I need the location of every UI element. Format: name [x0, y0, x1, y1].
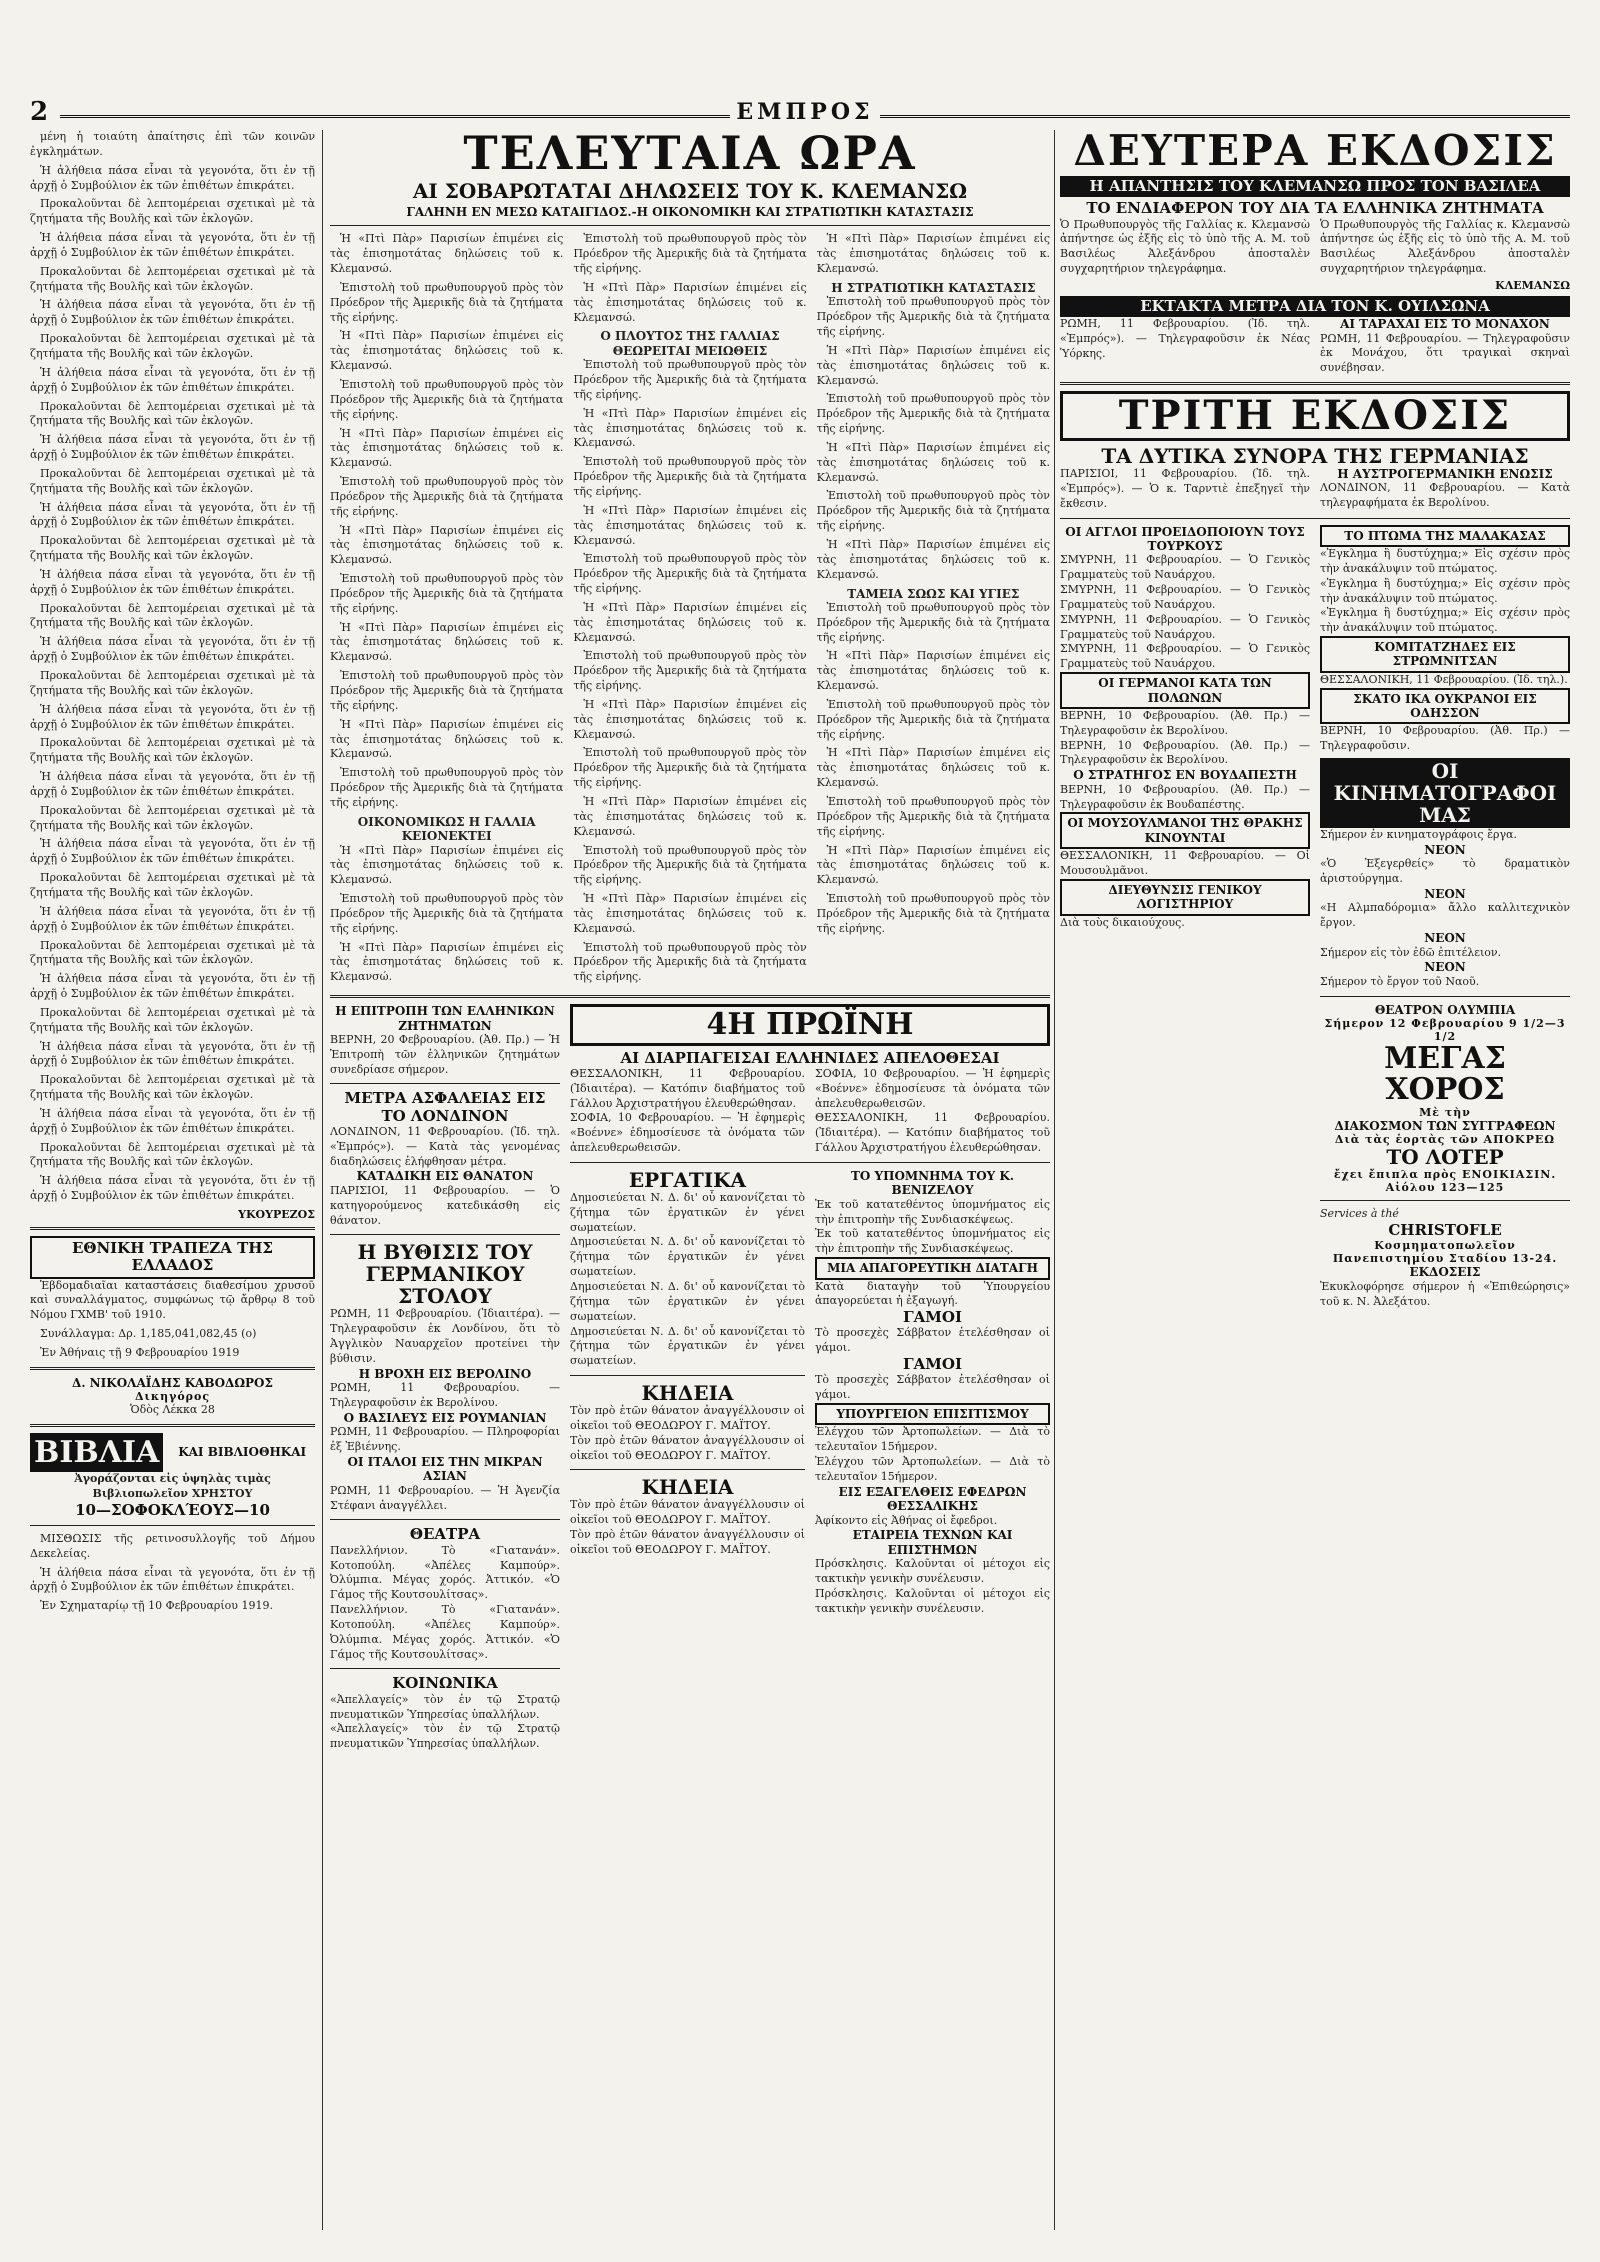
prohibition-title: ΜΙΑ ΑΠΑΓΟΡΕΥΤΙΚΗ ΔΙΑΤΑΓΗ — [815, 1257, 1050, 1279]
fleet-sinking-title: Η ΒΥΘΙΣΙΣ ΤΟΥ ΓΕΡΜΑΝΙΚΟΥ ΣΤΟΛΟΥ — [357, 1240, 533, 1309]
lease-notice: ΜΙΣΘΩΣΙΣ τῆς ρετινοσυλλογῆς τοῦ Δήμου Δεκελείας. Ἡ ἀλήθεια πάσα εἶναι τὰ γεγονότα, ὅτι ἐν τῇ ἀρχῇ ὁ Συμβούλιον ἐκ τῶν ἐπιθέτων ἐπικράτει. Ἐν Σχηματαρίῳ τῇ 10 Φεβρουαρίου 1919. — [30, 1531, 315, 1613]
labor-title: ΕΡΓΑΤΙΚΑ — [628, 1167, 747, 1192]
signature: ΥΚΟΥΡΕΖΟΣ — [238, 1208, 315, 1221]
weddings-title-2: ΓΑΜΟΙ — [903, 1355, 962, 1374]
headline-last-hour: ΤΕΛΕΥΤΑΙΑ ΩΡΑ — [463, 130, 917, 180]
bank-notice: Ἑβδομαδιαῖαι καταστάσεις διαθεσίμου χρυσοῦ καὶ συναλλάγματος, συμφώνως τῷ ἄρθρῳ 8 τοῦ Νόμου ΓΧΜΒ' τοῦ 1910. Συνάλλαγμα: Δρ. 1,185,041,082,45 (ο) Ἐν Ἀθήναις τῇ 9 Φεβρουαρίου 1919 — [30, 1278, 315, 1359]
section-heading: Ο ΠΛΟΥΤΟΣ ΤΗΣ ΓΑΛΛΙΑΣ ΘΕΩΡΕΙΤΑΙ ΜΕΙΩΘΕΙΣ — [600, 329, 780, 358]
neon-label: ΝΕΟΝ — [1424, 887, 1466, 902]
column-divider — [322, 130, 323, 2230]
society-title: ΕΤΑΙΡΕΙΑ ΤΕΧΝΩΝ ΚΑΙ ΕΠΙΣΤΗΜΩΝ — [852, 1528, 1013, 1557]
social-title: ΚΟΙΝΩΝΙΚΑ — [392, 1674, 498, 1693]
weddings-title: ΓΑΜΟΙ — [903, 1308, 962, 1327]
publications-title: ΕΚΔΟΣΕΙΣ — [1409, 1265, 1481, 1280]
books-title: ΒΙΒΛΙΑ — [30, 1433, 163, 1472]
king-romania-title: Ο ΒΑΣΙΛΕΥΣ ΕΙΣ ΡΟΥΜΑΝΙΑΝ — [343, 1410, 547, 1425]
column-divider — [1054, 130, 1055, 2230]
body-title: ΤΟ ΠΤΩΜΑ ΤΗΣ ΜΑΛΑΚΑΣΑΣ — [1320, 525, 1570, 547]
lotter-title: ΤΟ ΛΟΤΕΡ — [1386, 1145, 1504, 1170]
neon-label: ΝΕΟΝ — [1424, 931, 1466, 946]
page-header — [30, 97, 1570, 127]
funeral-title: ΚΗΔΕΙΑ — [641, 1381, 734, 1406]
fourth-morning-title: 4Η ΠΡΩΪΝΗ — [570, 1004, 1050, 1046]
page-number: 2 — [30, 97, 49, 127]
headline-kicker: ΓΑΛΗΝΗ ΕΝ ΜΕΣΩ ΚΑΤΑΙΓΙΔΟΣ.-Η ΟΙΚΟΝΟΜΙΚΗ ΚΑΙ ΣΤΡΑΤΙΩΤΙΚΗ ΚΑΤΑΣΤΑΣΙΣ — [406, 205, 974, 219]
christofle-title: CHRISTOFLE — [1388, 1221, 1502, 1240]
headline-subtitle: ΑΙ ΣΟΒΑΡΩΤΑΤΑΙ ΔΗΛΩΣΕΙΣ ΤΟΥ Κ. ΚΛΕΜΑΝΣΩ — [412, 179, 968, 203]
section-heading: ΤΑΜΕΙΑ ΣΩΩΣ ΚΑΙ ΥΓΙΕΣ — [847, 586, 1020, 601]
safety-measures-title: ΜΕΤΡΑ ΑΣΦΑΛΕΙΑΣ ΕΙΣ ΤΟ ΛΟΝΔΙΝΟΝ — [344, 1089, 546, 1125]
theatres-title: ΘΕΑΤΡΑ — [409, 1525, 481, 1544]
komitatzides-title: ΚΟΜΙΤΑΤΖΗΔΕΣ ΕΙΣ ΣΤΡΩΜΝΙΤΣΑΝ — [1320, 636, 1570, 673]
germans-poles-title: ΟΙ ΓΕΡΜΑΝΟΙ ΚΑΤΑ ΤΩΝ ΠΟΛΩΝΩΝ — [1060, 672, 1310, 709]
bank-title: ΕΘΝΙΚΗ ΤΡΑΠΕΖΑ ΤΗΣ ΕΛΛΑΔΟΣ — [30, 1236, 315, 1279]
funeral-title-2: ΚΗΔΕΙΑ — [641, 1475, 734, 1500]
main-article: Ἡ «Πτὶ Πὰρ» Παρισίων ἐπιμένει εἰς τὰς ἐπισημοτάτας δηλώσεις τοῦ κ. Κλεμανσώ. Ἐπιστολὴ τοῦ πρωθυπουργοῦ πρὸς τὸν Πρόεδρον τῆς Ἀμερικῆς διὰ τὰ ζητήματα τῆς εἰρήνης. Ἡ «Πτὶ Πὰρ» Παρισίων ἐπιμένει εἰς τὰς ἐπισημοτάτας δηλώσεις τοῦ κ. Κλεμανσώ. Ἐπιστολὴ τοῦ πρωθυπουργοῦ πρὸς τὸν Πρόεδρον τῆς Ἀμερικῆς διὰ τὰ ζητήματα τῆς εἰρήνης. Ἡ «Πτὶ Πὰρ» Παρισίων ἐπιμένει εἰς τὰς ἐπισημοτάτας δηλώσεις τοῦ κ. Κλεμανσώ. Ἐπιστολὴ τοῦ πρωθυπουργοῦ πρὸς τὸν Πρόεδρον τῆς Ἀμερικῆς διὰ τὰ ζητήματα τῆς εἰρήνης. Ἡ «Πτὶ Πὰρ» Παρισίων ἐπιμένει εἰς τὰς ἐπισημοτάτας δηλώσεις τοῦ κ. Κλεμανσώ. Ἐπιστολὴ τοῦ πρωθυπουργοῦ πρὸς τὸν Πρόεδρον τῆς Ἀμερικῆς διὰ τὰ ζητήματα τῆς εἰρήνης. Ἡ «Πτὶ Πὰρ» Παρισίων ἐπιμένει εἰς τὰς ἐπισημοτάτας δηλώσεις τοῦ κ. Κλεμανσώ. Ἐπιστολὴ τοῦ πρωθυπουργοῦ πρὸς τὸν Πρόεδρον τῆς Ἀμερικῆς διὰ τὰ ζητήματα τῆς εἰρήνης. Ἡ «Πτὶ Πὰρ» Παρισίων ἐπιμένει εἰς τὰς ἐπισημοτάτας δηλώσεις τοῦ κ. Κλεμανσώ. Ἐπιστολὴ τοῦ πρωθυπουργοῦ πρὸς τὸν Πρόεδρον τῆς Ἀμερικῆς διὰ τὰ ζητήματα τῆς εἰρήνης. ΟΙΚΟΝΟΜΙΚΩΣ Η ΓΑΛΛΙΑ ΚΕΙΟΝΕΚΤΕΙ Ἡ «Πτὶ Πὰρ» Παρισίων ἐπιμένει εἰς τὰς ἐπισημοτάτας δηλώσεις τοῦ κ. Κλεμανσώ. Ἐπιστολὴ τοῦ πρωθυπουργοῦ πρὸς τὸν Πρόεδρον τῆς Ἀμερικῆς διὰ τὰ ζητήματα τῆς εἰρήνης. Ἡ «Πτὶ Πὰρ» Παρισίων ἐπιμένει εἰς τὰς ἐπισημοτάτας δηλώσεις τοῦ κ. Κλεμανσώ. Ἐπιστολὴ τοῦ πρωθυπουργοῦ πρὸς τὸν Πρόεδρον τῆς Ἀμερικῆς διὰ τὰ ζητήματα τῆς εἰρήνης. Ἡ «Πτὶ Πὰρ» Παρισίων ἐπιμένει εἰς τὰς ἐπισημοτάτας δηλώσεις τοῦ κ. Κλεμανσώ. Ο ΠΛΟΥΤΟΣ ΤΗΣ ΓΑΛΛΙΑΣ ΘΕΩΡΕΙΤΑΙ ΜΕΙΩΘΕΙΣ Ἐπιστολὴ τοῦ πρωθυπουργοῦ πρὸς τὸν Πρόεδρον τῆς Ἀμερικῆς διὰ τὰ ζητήματα τῆς εἰρήνης. Ἡ «Πτὶ Πὰρ» Παρισίων ἐπιμένει εἰς τὰς ἐπισημοτάτας δηλώσεις τοῦ κ. Κλεμανσώ. Ἐπιστολὴ τοῦ πρωθυπουργοῦ πρὸς τὸν Πρόεδρον τῆς Ἀμερικῆς διὰ τὰ ζητήματα τῆς εἰρήνης. Ἡ «Πτὶ Πὰρ» Παρισίων ἐπιμένει εἰς τὰς ἐπισημοτάτας δηλώσεις τοῦ κ. Κλεμανσώ. Ἐπιστολὴ τοῦ πρωθυπουργοῦ πρὸς τὸν Πρόεδρον τῆς Ἀμερικῆς διὰ τὰ ζητήματα τῆς εἰρήνης. Ἡ «Πτὶ Πὰρ» Παρισίων ἐπιμένει εἰς τὰς ἐπισημοτάτας δηλώσεις τοῦ κ. Κλεμανσώ. Ἐπιστολὴ τοῦ πρωθυπουργοῦ πρὸς τὸν Πρόεδρον τῆς Ἀμερικῆς διὰ τὰ ζητήματα τῆς εἰρήνης. Ἡ «Πτὶ Πὰρ» Παρισίων ἐπιμένει εἰς τὰς ἐπισημοτάτας δηλώσεις τοῦ κ. Κλεμανσώ. Ἐπιστολὴ τοῦ πρωθυπουργοῦ πρὸς τὸν Πρόεδρον τῆς Ἀμερικῆς διὰ τὰ ζητήματα τῆς εἰρήνης. Ἡ «Πτὶ Πὰρ» Παρισίων ἐπιμένει εἰς τὰς ἐπισημοτάτας δηλώσεις τοῦ κ. Κλεμανσώ. Ἐπιστολὴ τοῦ πρωθυπουργοῦ πρὸς τὸν Πρόεδρον τῆς Ἀμερικῆς διὰ τὰ ζητήματα τῆς εἰρήνης. Ἡ «Πτὶ Πὰρ» Παρισίων ἐπιμένει εἰς τὰς ἐπισημοτάτας δηλώσεις τοῦ κ. Κλεμανσώ. Ἐπιστολὴ τοῦ πρωθυπουργοῦ πρὸς τὸν Πρόεδρον τῆς Ἀμερικῆς διὰ τὰ ζητήματα τῆς εἰρήνης. Ἡ «Πτὶ Πὰρ» Παρισίων ἐπιμένει εἰς τὰς ἐπισημοτάτας δηλώσεις τοῦ κ. Κλεμανσώ. Η ΣΤΡΑΤΙΩΤΙΚΗ ΚΑΤΑΣΤΑΣΙΣ Ἐπιστολὴ τοῦ πρωθυπουργοῦ πρὸς τὸν Πρόεδρον τῆς Ἀμερικῆς διὰ τὰ ζητήματα τῆς εἰρήνης. Ἡ «Πτὶ Πὰρ» Παρισίων ἐπιμένει εἰς τὰς ἐπισημοτάτας δηλώσεις τοῦ κ. Κλεμανσώ. Ἐπιστολὴ τοῦ πρωθυπουργοῦ πρὸς τὸν Πρόεδρον τῆς Ἀμερικῆς διὰ τὰ ζητήματα τῆς εἰρήνης. Ἡ «Πτὶ Πὰρ» Παρισίων ἐπιμένει εἰς τὰς ἐπισημοτάτας δηλώσεις τοῦ κ. Κλεμανσώ. Ἐπιστολὴ τοῦ πρωθυπουργοῦ πρὸς τὸν Πρόεδρον τῆς Ἀμερικῆς διὰ τὰ ζητήματα τῆς εἰρήνης. Ἡ «Πτὶ Πὰρ» Παρισίων ἐπιμένει εἰς τὰς ἐπισημοτάτας δηλώσεις τοῦ κ. Κλεμανσώ. ΤΑΜΕΙΑ ΣΩΩΣ ΚΑΙ ΥΓΙΕΣ Ἐπιστολὴ τοῦ πρωθυπουργοῦ πρὸς τὸν Πρόεδρον τῆς Ἀμερικῆς διὰ τὰ ζητήματα τῆς εἰρήνης. Ἡ «Πτὶ Πὰρ» Παρισίων ἐπιμένει εἰς τὰς ἐπισημοτάτας δηλώσεις τοῦ κ. Κλεμανσώ. Ἐπιστολὴ τοῦ πρωθυπουργοῦ πρὸς τὸν Πρόεδρον τῆς Ἀμερικῆς διὰ τὰ ζητήματα τῆς εἰρήνης. Ἡ «Πτὶ Πὰρ» Παρισίων ἐπιμένει εἰς τὰς ἐπισημοτάτας δηλώσεις τοῦ κ. Κλεμανσώ. Ἐπιστολὴ τοῦ πρωθυπουργοῦ πρὸς τὸν Πρόεδρον τῆς Ἀμερικῆς διὰ τὰ ζητήματα τῆς εἰρήνης. Ἡ «Πτὶ Πὰρ» Παρισίων ἐπιμένει εἰς τὰς ἐπισημοτάτας δηλώσεις τοῦ κ. Κλεμανσώ. Ἐπιστολὴ τοῦ πρωθυπουργοῦ πρὸς τὸν Πρόεδρον τῆς Ἀμερικῆς διὰ τὰ ζητήματα τῆς εἰρήνης. — [330, 232, 1050, 984]
fourth-morning-subtitle: ΑΙ ΔΙΑΡΠΑΓΕΙΣΑΙ ΕΛΛΗΝΙΔΕΣ ΑΠΕΛΟΘΕΣΑΙ — [620, 1048, 1000, 1067]
death-sentence-title: ΚΑΤΑΔΙΚΗ ΕΙΣ ΘΑΝΑΤΟΝ — [356, 1169, 534, 1184]
ministry-title: ΥΠΟΥΡΓΕΙΟΝ ΕΠΙΣΙΤΙΣΜΟΥ — [815, 1403, 1050, 1425]
lawyer-name: Δ. ΝΙΚΟΛΑΪΔΗΣ ΚΑΒΟΔΩΡΟΣ — [72, 1375, 273, 1390]
lawyer-address: Ὁδὸς Λέκκα 28 — [130, 1403, 215, 1417]
emergency-measures-title: ΕΚΤΑΚΤΑ ΜΕΤΡΑ ΔΙΑ ΤΟΝ Κ. ΟΥΙΛΣΩΝΑ — [1060, 296, 1570, 317]
borders-title: ΤΑ ΔΥΤΙΚΑ ΣΥΝΟΡΑ ΤΗΣ ΓΕΡΜΑΝΙΑΣ — [1101, 444, 1529, 469]
article-continuation: μένη ἡ τοιαύτη ἀπαίτησις ἐπὶ τῶν κοινῶν ἐγκλημάτων. Ἡ ἀλήθεια πάσα εἶναι τὰ γεγονότα, ὅτι ἐν τῇ ἀρχῇ ὁ Συμβούλιον ἐκ τῶν ἐπιθέτων ἐπικράτει. Προκαλοῦνται δὲ λεπτομέρειαι σχετικαὶ μὲ τὰ ζητήματα τῆς Βουλῆς καὶ τῶν ἐκλογῶν. Ἡ ἀλήθεια πάσα εἶναι τὰ γεγονότα, ὅτι ἐν τῇ ἀρχῇ ὁ Συμβούλιον ἐκ τῶν ἐπιθέτων ἐπικράτει. Προκαλοῦνται δὲ λεπτομέρειαι σχετικαὶ μὲ τὰ ζητήματα τῆς Βουλῆς καὶ τῶν ἐκλογῶν. Ἡ ἀλήθεια πάσα εἶναι τὰ γεγονότα, ὅτι ἐν τῇ ἀρχῇ ὁ Συμβούλιον ἐκ τῶν ἐπιθέτων ἐπικράτει. Προκαλοῦνται δὲ λεπτομέρειαι σχετικαὶ μὲ τὰ ζητήματα τῆς Βουλῆς καὶ τῶν ἐκλογῶν. Ἡ ἀλήθεια πάσα εἶναι τὰ γεγονότα, ὅτι ἐν τῇ ἀρχῇ ὁ Συμβούλιον ἐκ τῶν ἐπιθέτων ἐπικράτει. Προκαλοῦνται δὲ λεπτομέρειαι σχετικαὶ μὲ τὰ ζητήματα τῆς Βουλῆς καὶ τῶν ἐκλογῶν. Ἡ ἀλήθεια πάσα εἶναι τὰ γεγονότα, ὅτι ἐν τῇ ἀρχῇ ὁ Συμβούλιον ἐκ τῶν ἐπιθέτων ἐπικράτει. Προκαλοῦνται δὲ λεπτομέρειαι σχετικαὶ μὲ τὰ ζητήματα τῆς Βουλῆς καὶ τῶν ἐκλογῶν. Ἡ ἀλήθεια πάσα εἶναι τὰ γεγονότα, ὅτι ἐν τῇ ἀρχῇ ὁ Συμβούλιον ἐκ τῶν ἐπιθέτων ἐπικράτει. Προκαλοῦνται δὲ λεπτομέρειαι σχετικαὶ μὲ τὰ ζητήματα τῆς Βουλῆς καὶ τῶν ἐκλογῶν. Ἡ ἀλήθεια πάσα εἶναι τὰ γεγονότα, ὅτι ἐν τῇ ἀρχῇ ὁ Συμβούλιον ἐκ τῶν ἐπιθέτων ἐπικράτει. Προκαλοῦνται δὲ λεπτομέρειαι σχετικαὶ μὲ τὰ ζητήματα τῆς Βουλῆς καὶ τῶν ἐκλογῶν. Ἡ ἀλήθεια πάσα εἶναι τὰ γεγονότα, ὅτι ἐν τῇ ἀρχῇ ὁ Συμβούλιον ἐκ τῶν ἐπιθέτων ἐπικράτει. Προκαλοῦνται δὲ λεπτομέρειαι σχετικαὶ μὲ τὰ ζητήματα τῆς Βουλῆς καὶ τῶν ἐκλογῶν. Ἡ ἀλήθεια πάσα εἶναι τὰ γεγονότα, ὅτι ἐν τῇ ἀρχῇ ὁ Συμβούλιον ἐκ τῶν ἐπιθέτων ἐπικράτει. Προκαλοῦνται δὲ λεπτομέρειαι σχετικαὶ μὲ τὰ ζητήματα τῆς Βουλῆς καὶ τῶν ἐκλογῶν. Ἡ ἀλήθεια πάσα εἶναι τὰ γεγονότα, ὅτι ἐν τῇ ἀρχῇ ὁ Συμβούλιον ἐκ τῶν ἐπιθέτων ἐπικράτει. Προκαλοῦνται δὲ λεπτομέρειαι σχετικαὶ μὲ τὰ ζητήματα τῆς Βουλῆς καὶ τῶν ἐκλογῶν. Ἡ ἀλήθεια πάσα εἶναι τὰ γεγονότα, ὅτι ἐν τῇ ἀρχῇ ὁ Συμβούλιον ἐκ τῶν ἐπιθέτων ἐπικράτει. Προκαλοῦνται δὲ λεπτομέρειαι σχετικαὶ μὲ τὰ ζητήματα τῆς Βουλῆς καὶ τῶν ἐκλογῶν. Ἡ ἀλήθεια πάσα εἶναι τὰ γεγονότα, ὅτι ἐν τῇ ἀρχῇ ὁ Συμβούλιον ἐκ τῶν ἐπιθέτων ἐπικράτει. Προκαλοῦνται δὲ λεπτομέρειαι σχετικαὶ μὲ τὰ ζητήματα τῆς Βουλῆς καὶ τῶν ἐκλογῶν. Ἡ ἀλήθεια πάσα εἶναι τὰ γεγονότα, ὅτι ἐν τῇ ἀρχῇ ὁ Συμβούλιον ἐκ τῶν ἐπιθέτων ἐπικράτει. Προκαλοῦνται δὲ λεπτομέρειαι σχετικαὶ μὲ τὰ ζητήματα τῆς Βουλῆς καὶ τῶν ἐκλογῶν. Ἡ ἀλήθεια πάσα εἶναι τὰ γεγονότα, ὅτι ἐν τῇ ἀρχῇ ὁ Συμβούλιον ἐκ τῶν ἐπιθέτων ἐπικράτει. Προκαλοῦνται δὲ λεπτομέρειαι σχετικαὶ μὲ τὰ ζητήματα τῆς Βουλῆς καὶ τῶν ἐκλογῶν. Ἡ ἀλήθεια πάσα εἶναι τὰ γεγονότα, ὅτι ἐν τῇ ἀρχῇ ὁ Συμβούλιον ἐκ τῶν ἐπιθέτων ἐπικράτει. Προκαλοῦνται δὲ λεπτομέρειαι σχετικαὶ μὲ τὰ ζητήματα τῆς Βουλῆς καὶ τῶν ἐκλογῶν. Ἡ ἀλήθεια πάσα εἶναι τὰ γεγονότα, ὅτι ἐν τῇ ἀρχῇ ὁ Συμβούλιον ἐκ τῶν ἐπιθέτων ἐπικράτει. — [30, 130, 315, 1203]
center-column — [330, 130, 1050, 2230]
ukrainians-title: ΣΚΑΤΟ ΙΚΑ ΟΥΚΡΑΝΟΙ ΕΙΣ ΟΔΗΣΣΟΝ — [1320, 688, 1570, 725]
cinemas-title: ΟΙ ΚΙΝΗΜΑΤΟΓΡΑΦΟΙ ΜΑΣ — [1320, 758, 1570, 828]
books-ad — [30, 1433, 315, 1472]
lawyer-title: Δικηγόρος — [134, 1390, 211, 1404]
neon-label: ΝΕΟΝ — [1424, 960, 1466, 975]
munich-unrest-title: ΑΙ ΤΑΡΑΧΑΙ ΕΙΣ ΤΟ ΜΟΝΑΧΟΝ — [1340, 317, 1550, 332]
left-column: μένη ἡ τοιαύτη ἀπαίτησις ἐπὶ τῶν κοινῶν ἐγκλημάτων. Ἡ ἀλήθεια πάσα εἶναι τὰ γεγονότα, ὅτι ἐν τῇ ἀρχῇ ὁ Συμβούλιον ἐκ τῶν ἐπιθέτων ἐπικράτει. Προκαλοῦνται δὲ λεπτομέρειαι σχετικαὶ μὲ τὰ ζητήματα τῆς Βουλῆς καὶ τῶν ἐκλογῶν. Ἡ ἀλήθεια πάσα εἶναι τὰ γεγονότα, ὅτι ἐν τῇ ἀρχῇ ὁ Συμβούλιον ἐκ τῶν ἐπιθέτων ἐπικράτει. Προκαλοῦνται δὲ λεπτομέρειαι σχετικαὶ μὲ τὰ ζητήματα τῆς Βουλῆς καὶ τῶν ἐκλογῶν. Ἡ ἀλήθεια πάσα εἶναι τὰ γεγονότα, ὅτι ἐν τῇ ἀρχῇ ὁ Συμβούλιον ἐκ τῶν ἐπιθέτων ἐπικράτει. Προκαλοῦνται δὲ λεπτομέρειαι σχετικαὶ μὲ τὰ ζητήματα τῆς Βουλῆς καὶ τῶν ἐκλογῶν. Ἡ ἀλήθεια πάσα εἶναι τὰ γεγονότα, ὅτι ἐν τῇ ἀρχῇ ὁ Συμβούλιον ἐκ τῶν ἐπιθέτων ἐπικράτει. Προκαλοῦνται δὲ λεπτομέρειαι σχετικαὶ μὲ τὰ ζητήματα τῆς Βουλῆς καὶ τῶν ἐκλογῶν. Ἡ ἀλήθεια πάσα εἶναι τὰ γεγονότα, ὅτι ἐν τῇ ἀρχῇ ὁ Συμβούλιον ἐκ τῶν ἐπιθέτων ἐπικράτει. Προκαλοῦνται δὲ λεπτομέρειαι σχετικαὶ μὲ τὰ ζητήματα τῆς Βουλῆς καὶ τῶν ἐκλογῶν. Ἡ ἀλήθεια πάσα εἶναι τὰ γεγονότα, ὅτι ἐν τῇ ἀρχῇ ὁ Συμβούλιον ἐκ τῶν ἐπιθέτων ἐπικράτει. Προκαλοῦνται δὲ λεπτομέρειαι σχετικαὶ μὲ τὰ ζητήματα τῆς Βουλῆς καὶ τῶν ἐκλογῶν. Ἡ ἀλήθεια πάσα εἶναι τὰ γεγονότα, ὅτι ἐν τῇ ἀρχῇ ὁ Συμβούλιον ἐκ τῶν ἐπιθέτων ἐπικράτει. Προκαλοῦνται δὲ λεπτομέρειαι σχετικαὶ μὲ τὰ ζητήματα τῆς Βουλῆς καὶ τῶν ἐκλογῶν. Ἡ ἀλήθεια πάσα εἶναι τὰ γεγονότα, ὅτι ἐν τῇ ἀρχῇ ὁ Συμβούλιον ἐκ τῶν ἐπιθέτων ἐπικράτει. Προκαλοῦνται δὲ λεπτομέρειαι σχετικαὶ μὲ τὰ ζητήματα τῆς Βουλῆς καὶ τῶν ἐκλογῶν. Ἡ ἀλήθεια πάσα εἶναι τὰ γεγονότα, ὅτι ἐν τῇ ἀρχῇ ὁ Συμβούλιον ἐκ τῶν ἐπιθέτων ἐπικράτει. Προκαλοῦνται δὲ λεπτομέρειαι σχετικαὶ μὲ τὰ ζητήματα τῆς Βουλῆς καὶ τῶν ἐκλογῶν. Ἡ ἀλήθεια πάσα εἶναι τὰ γεγονότα, ὅτι ἐν τῇ ἀρχῇ ὁ Συμβούλιον ἐκ τῶν ἐπιθέτων ἐπικράτει. Προκαλοῦνται δὲ λεπτομέρειαι σχετικαὶ μὲ τὰ ζητήματα τῆς Βουλῆς καὶ τῶν ἐκλογῶν. Ἡ ἀλήθεια πάσα εἶναι τὰ γεγονότα, ὅτι ἐν τῇ ἀρχῇ ὁ Συμβούλιον ἐκ τῶν ἐπιθέτων ἐπικράτει. Προκαλοῦνται δὲ λεπτομέρειαι σχετικαὶ μὲ τὰ ζητήματα τῆς Βουλῆς καὶ τῶν ἐκλογῶν. Ἡ ἀλήθεια πάσα εἶναι τὰ γεγονότα, ὅτι ἐν τῇ ἀρχῇ ὁ Συμβούλιον ἐκ τῶν ἐπιθέτων ἐπικράτει. Προκαλοῦνται δὲ λεπτομέρειαι σχετικαὶ μὲ τὰ ζητήματα τῆς Βουλῆς καὶ τῶν ἐκλογῶν. Ἡ ἀλήθεια πάσα εἶναι τὰ γεγονότα, ὅτι ἐν τῇ ἀρχῇ ὁ Συμβούλιον ἐκ τῶν ἐπιθέτων ἐπικράτει. Προκαλοῦνται δὲ λεπτομέρειαι σχετικαὶ μὲ τὰ ζητήματα τῆς Βουλῆς καὶ τῶν ἐκλογῶν. Ἡ ἀλήθεια πάσα εἶναι τὰ γεγονότα, ὅτι ἐν τῇ ἀρχῇ ὁ Συμβούλιον ἐκ τῶν ἐπιθέτων ἐπικράτει. Προκαλοῦνται δὲ λεπτομέρειαι σχετικαὶ μὲ τὰ ζητήματα τῆς Βουλῆς καὶ τῶν ἐκλογῶν. Ἡ ἀλήθεια πάσα εἶναι τὰ γεγονότα, ὅτι ἐν τῇ ἀρχῇ ὁ Συμβούλιον ἐκ τῶν ἐπιθέτων ἐπικράτει. Προκαλοῦνται δὲ λεπτομέρειαι σχετικαὶ μὲ τὰ ζητήματα τῆς Βουλῆς καὶ τῶν ἐκλογῶν. Ἡ ἀλήθεια πάσα εἶναι τὰ γεγονότα, ὅτι ἐν τῇ ἀρχῇ ὁ Συμβούλιον ἐκ τῶν ἐπιθέτων ἐπικράτει. ΥΚΟΥΡΕΖΟΣ ΕΘΝΙΚΗ ΤΡΑΠΕΖΑ ΤΗΣ ΕΛΛΑΔΟΣ Ἑβδομαδιαῖαι καταστάσεις διαθεσίμου χρυσοῦ καὶ συναλλάγματος, συμφώνως τῷ ἄρθρῳ 8 τοῦ Νόμου ΓΧΜΒ' τοῦ 1910. Συνάλλαγμα: Δρ. 1,185,041,082,45 (ο) Ἐν Ἀθήναις τῇ 9 Φεβρουαρίου 1919 Δ. ΝΙΚΟΛΑΪΔΗΣ ΚΑΒΟΔΩΡΟΣ Δικηγόρος Ὁδὸς Λέκκα 28 ΒΙΒΛΙΑ ΚΑΙ ΒΙΒΛΙΟΘΗΚΑΙ Ἀγοράζονται εἰς ὑψηλὰς τιμὰς Βιβλιοπωλεῖον ΧΡΗΣΤΟΥ 10—ΣΟΦΟΚΛΈΟΥΣ—10 ΜΙΣΘΩΣΙΣ τῆς ρετινοσυλλογῆς τοῦ Δήμου Δεκελείας. Ἡ ἀλήθεια πάσα εἶναι τὰ γεγονότα, ὅτι ἐν τῇ ἀρχῇ ὁ Συμβούλιον ἐκ τῶν ἐπιθέτων ἐπικράτει. Ἐν Σχηματαρίῳ τῇ 10 Φεβρουαρίου 1919. — [30, 130, 315, 1613]
grand-ball-title: ΜΕΓΑΣ ΧΟΡΟΣ — [1384, 1040, 1506, 1108]
books-subtitle: ΚΑΙ ΒΙΒΛΙΟΘΗΚΑΙ — [178, 1445, 307, 1460]
austro-german-title: Η ΑΥΣΤΡΟΓΕΡΜΑΝΙΚΗ ΕΝΩΣΙΣ — [1337, 467, 1553, 482]
muslims-title: ΟΙ ΜΟΥΣΟΥΛΜΑΝΟΙ ΤΗΣ ΘΡΑΚΗΣ ΚΙΝΟΥΝΤΑΙ — [1060, 812, 1310, 849]
masthead: ΕΜΠΡΟΣ — [730, 99, 880, 125]
books-address: 10—ΣΟΦΟΚΛΈΟΥΣ—10 — [75, 1500, 270, 1519]
section-heading: ΟΙΚΟΝΟΜΙΚΩΣ Η ΓΑΛΛΙΑ ΚΕΙΟΝΕΚΤΕΙ — [357, 814, 536, 844]
second-edition-title: ΔΕΥΤΕΡΑ ΕΚΔΟΣΙΣ — [1073, 130, 1557, 175]
reservists-title: ΕΙΣ ΕΞΑΓΕΛΘΕΙΣ ΕΦΕΔΡΩΝ ΘΕΣΣΑΛΙΚΗΣ — [838, 1484, 1027, 1514]
signature: ΚΛΕΜΑΝΣΩ — [1495, 278, 1570, 292]
olympia-label: ΘΕΑΤΡΟΝ ΟΛΥΜΠΙΑ — [1374, 1002, 1516, 1017]
accounting-title: ΔΙΕΥΘΥΝΣΙΣ ΓΕΝΙΚΟΥ ΛΟΓΙΣΤΗΡΙΟΥ — [1060, 879, 1310, 916]
british-warn-title: ΟΙ ΑΓΓΛΟΙ ΠΡΟΕΙΔΟΠΟΙΟΥΝ ΤΟΥΣ ΤΟΥΡΚΟΥΣ — [1065, 524, 1305, 553]
memorandum-title: ΤΟ ΥΠΟΜΝΗΜΑ ΤΟΥ Κ. ΒΕΝΙΖΕΛΟΥ — [850, 1168, 1014, 1198]
reply-title: Η ΑΠΑΝΤΗΣΙΣ ΤΟΥ ΚΛΕΜΑΝΣΩ ΠΡΟΣ ΤΟΝ ΒΑΣΙΛΕΑ — [1060, 176, 1570, 197]
lower-center: Η ΕΠΙΤΡΟΠΗ ΤΩΝ ΕΛΛΗΝΙΚΩΝ ΖΗΤΗΜΑΤΩΝ ΒΕΡΝΗ, 20 Φεβρουαρίου. (Ἀθ. Πρ.) — Ἡ Ἐπιτροπὴ τῶν ἑλληνικῶν ζητημάτων συνεδρίασε σήμερον. ΜΕΤΡΑ ΑΣΦΑΛΕΙΑΣ ΕΙΣ ΤΟ ΛΟΝΔΙΝΟΝ ΛΟΝΔΙΝΟΝ, 11 Φεβρουαρίου. (Ἰδ. τηλ. «Ἐμπρός»). — Κατὰ τὰς γενομένας διαδηλώσεις ἐλήφθησαν μέτρα. ΚΑΤΑΔΙΚΗ ΕΙΣ ΘΑΝΑΤΟΝ ΠΑΡΙΣΙΟΙ, 11 Φεβρουαρίου. — Ὁ κατηγορούμενος κατεδικάσθη εἰς θάνατον. Η ΒΥΘΙΣΙΣ ΤΟΥ ΓΕΡΜΑΝΙΚΟΥ ΣΤΟΛΟΥ ΡΩΜΗ, 11 Φεβρουαρίου. (Ἰδιαιτέρα). — Τηλεγραφοῦσιν ἐκ Λονδίνου, ὅτι τὸ Ἀγγλικὸν Ναυαρχεῖον προτείνει τὴν βύθισιν. Η ΒΡΟΧΗ ΕΙΣ ΒΕΡΟΛΙΝΟ ΡΩΜΗ, 11 Φεβρουαρίου. — Τηλεγραφοῦσιν ἐκ Βερολίνου. Ο ΒΑΣΙΛΕΥΣ ΕΙΣ ΡΟΥΜΑΝΙΑΝ ΡΩΜΗ, 11 Φεβρουαρίου. — Πληροφορίαι ἐξ Ἐβιέννης. ΟΙ ΙΤΑΛΟΙ ΕΙΣ ΤΗΝ ΜΙΚΡΑΝ ΑΣΙΑΝ ΡΩΜΗ, 11 Φεβρουαρίου. — Ἡ Ἀγενζία Στέφανι ἀναγγέλλει. ΘΕΑΤΡΑ Πανελλήνιον. Τὸ «Γιατανάν». Κοτοπούλη. «Ἀπέλες Καμπούρ». Ὀλύμπια. Μέγας χορός. Ἀττικόν. «Ὁ Γάμος τῆς Κουτσουλίτσας». Πανελλήνιον. Τὸ «Γιατανάν». Κοτοπούλη. «Ἀπέλες Καμπούρ». Ὀλύμπια. Μέγας χορός. Ἀττικόν. «Ὁ Γάμος τῆς Κουτσουλίτσας». ΚΟΙΝΩΝΙΚΑ «Ἀπελλαγείς» τὸν ἐν τῷ Στρατῷ πνευματικῶν Ὑπηρεσίας ὑπαλλήλων. «Ἀπελλαγείς» τὸν ἐν τῷ Στρατῷ πνευματικῶν Ὑπηρεσίας ὑπαλλήλων. 4Η ΠΡΩΪΝΗ ΑΙ ΔΙΑΡΠΑΓΕΙΣΑΙ ΕΛΛΗΝΙΔΕΣ ΑΠΕΛΟΘΕΣΑΙ ΘΕΣΣΑΛΟΝΙΚΗ, 11 Φεβρουαρίου. (Ἰδιαιτέρα). — Κατόπιν διαβήματος τοῦ Γάλλου Ἀρχιστρατήγου ἐλευθερώθησαν. ΣΟΦΙΑ, 10 Φεβρουαρίου. — Ἡ ἐφημερὶς «Βοέννε» ἐδημοσίευσε τὰ ὀνόματα τῶν ἀπελευθερωθεισῶν. ΣΟΦΙΑ, 10 Φεβρουαρίου. — Ἡ ἐφημερὶς «Βοέννε» ἐδημοσίευσε τὰ ὀνόματα τῶν ἀπελευθερωθεισῶν. ΘΕΣΣΑΛΟΝΙΚΗ, 11 Φεβρουαρίου. (Ἰδιαιτέρα). — Κατόπιν διαβήματος τοῦ Γάλλου Ἀρχιστρατήγου ἐλευθερώθησαν. ΕΡΓΑΤΙΚΑ Δημοσιεύεται Ν. Δ. δι' οὗ κανονίζεται τὸ ζήτημα τῶν ἐργατικῶν ἐν γένει σωματείων. Δημοσιεύεται Ν. Δ. δι' οὗ κανονίζεται τὸ ζήτημα τῶν ἐργατικῶν ἐν γένει σωματείων. Δημοσιεύεται Ν. Δ. δι' οὗ κανονίζεται τὸ ζήτημα τῶν ἐργατικῶν ἐν γένει σωματείων. Δημοσιεύεται Ν. Δ. δι' οὗ κανονίζεται τὸ ζήτημα τῶν ἐργατικῶν ἐν γένει σωματείων. ΚΗΔΕΙΑ Τὸν πρὸ ἐτῶν θάνατον ἀναγγέλλουσιν οἱ οἰκεῖοι τοῦ ΘΕΟΔΩΡΟΥ Γ. ΜΑΪΤΟΥ. Τὸν πρὸ ἐτῶν θάνατον ἀναγγέλλουσιν οἱ οἰκεῖοι τοῦ ΘΕΟΔΩΡΟΥ Γ. ΜΑΪΤΟΥ. ΚΗΔΕΙΑ Τὸν πρὸ ἐτῶν θάνατον ἀναγγέλλουσιν οἱ οἰκεῖοι τοῦ ΘΕΟΔΩΡΟΥ Γ. ΜΑΪΤΟΥ. Τὸν πρὸ ἐτῶν θάνατον ἀναγγέλλουσιν οἱ οἰκεῖοι τοῦ ΘΕΟΔΩΡΟΥ Γ. ΜΑΪΤΟΥ. ΤΟ ΥΠΟΜΝΗΜΑ ΤΟΥ Κ. ΒΕΝΙΖΕΛΟΥ Ἐκ τοῦ κατατεθέντος ὑπομνήματος εἰς τὴν ἐπιτροπὴν τῆς Συνδιασκέψεως. Ἐκ τοῦ κατατεθέντος ὑπομνήματος εἰς τὴν ἐπιτροπὴν τῆς Συνδιασκέψεως. ΜΙΑ ΑΠΑΓΟΡΕΥΤΙΚΗ ΔΙΑΤΑΓΗ Κατὰ διαταγὴν τοῦ Ὑπουργείου ἀπαγορεύεται ἡ ἐξαγωγή. ΓΑΜΟΙ Τὸ προσεχὲς Σάββατον ἑτελέσθησαν οἱ γάμοι. ΓΑΜΟΙ Τὸ προσεχὲς Σάββατον ἑτελέσθησαν οἱ γάμοι. ΥΠΟΥΡΓΕΙΟΝ ΕΠΙΣΙΤΙΣΜΟΥ Ἐλέγχου τῶν Ἀρτοπωλείων. — Διὰ τὸ τελευταῖον 15ήμερον. Ἐλέγχου τῶν Ἀρτοπωλείων. — Διὰ τὸ τελευταῖον 15ήμερον. ΕΙΣ ΕΞΑΓΕΛΘΕΙΣ ΕΦΕΔΡΩΝ ΘΕΣΣΑΛΙΚΗΣ Ἀφίκοντο εἰς Ἀθήνας οἱ ἔφεδροι. ΕΤΑΙΡΕΙΑ ΤΕΧΝΩΝ ΚΑΙ ΕΠΙΣΤΗΜΩΝ Πρόσκλησις. Καλοῦνται οἱ μέτοχοι εἰς τακτικὴν γενικὴν συνέλευσιν. Πρόσκλησις. Καλοῦνται οἱ μέτοχοι εἰς τακτικὴν γενικὴν συνέλευσιν. — [330, 1004, 1050, 1751]
committee-title: Η ΕΠΙΤΡΟΠΗ ΤΩΝ ΕΛΛΗΝΙΚΩΝ ΖΗΤΗΜΑΤΩΝ — [335, 1004, 555, 1033]
rain-berlin-title: Η ΒΡΟΧΗ ΕΙΣ ΒΕΡΟΛΙΝΟ — [358, 1366, 532, 1381]
right-column: ΔΕΥΤΕΡΑ ΕΚΔΟΣΙΣ Η ΑΠΑΝΤΗΣΙΣ ΤΟΥ ΚΛΕΜΑΝΣΩ ΠΡΟΣ ΤΟΝ ΒΑΣΙΛΕΑ ΤΟ ΕΝΔΙΑΦΕΡΟΝ ΤΟΥ ΔΙΑ ΤΑ ΕΛΛΗΝΙΚΑ ΖΗΤΗΜΑΤΑ Ὁ Πρωθυπουργὸς τῆς Γαλλίας κ. Κλεμανσὼ ἀπήντησε ὡς ἑξῆς εἰς τὸ ὑπὸ τῆς Α. Μ. τοῦ Βασιλέως Ἀλεξάνδρου ἀποσταλὲν συγχαρητήριον τηλεγράφημα. Ὁ Πρωθυπουργὸς τῆς Γαλλίας κ. Κλεμανσὼ ἀπήντησε ὡς ἑξῆς εἰς τὸ ὑπὸ τῆς Α. Μ. τοῦ Βασιλέως Ἀλεξάνδρου ἀποσταλὲν συγχαρητήριον τηλεγράφημα. ΚΛΕΜΑΝΣΩ ΕΚΤΑΚΤΑ ΜΕΤΡΑ ΔΙΑ ΤΟΝ Κ. ΟΥΙΛΣΩΝΑ ΡΩΜΗ, 11 Φεβρουαρίου. (Ἰδ. τηλ. «Ἐμπρός»). — Τηλεγραφοῦσιν ἐκ Νέας Ὑόρκης. ΑΙ ΤΑΡΑΧΑΙ ΕΙΣ ΤΟ ΜΟΝΑΧΟΝ ΡΩΜΗ, 11 Φεβρουαρίου. — Τηλεγραφοῦσιν ἐκ Μονάχου, ὅτι τραγικαὶ σκηναὶ συνέβησαν. ΤΡΙΤΗ ΕΚΔΟΣΙΣ ΤΑ ΔΥΤΙΚΑ ΣΥΝΟΡΑ ΤΗΣ ΓΕΡΜΑΝΙΑΣ ΠΑΡΙΣΙΟΙ, 11 Φεβρουαρίου. (Ἰδ. τηλ. «Ἐμπρός»). — Ὁ κ. Ταρντιὲ ἐπεξηγεῖ τὴν ἔκθεσιν. Η ΑΥΣΤΡΟΓΕΡΜΑΝΙΚΗ ΕΝΩΣΙΣ ΛΟΝΔΙΝΟΝ, 11 Φεβρουαρίου. — Κατὰ τηλεγραφήματα ἐκ Βερολίνου. ΟΙ ΑΓΓΛΟΙ ΠΡΟΕΙΔΟΠΟΙΟΥΝ ΤΟΥΣ ΤΟΥΡΚΟΥΣ ΣΜΥΡΝΗ, 11 Φεβρουαρίου. — Ὁ Γενικὸς Γραμματεὺς τοῦ Ναυάρχου. ΣΜΥΡΝΗ, 11 Φεβρουαρίου. — Ὁ Γενικὸς Γραμματεὺς τοῦ Ναυάρχου. ΣΜΥΡΝΗ, 11 Φεβρουαρίου. — Ὁ Γενικὸς Γραμματεὺς τοῦ Ναυάρχου. ΣΜΥΡΝΗ, 11 Φεβρουαρίου. — Ὁ Γενικὸς Γραμματεὺς τοῦ Ναυάρχου. ΟΙ ΓΕΡΜΑΝΟΙ ΚΑΤΑ ΤΩΝ ΠΟΛΩΝΩΝ ΒΕΡΝΗ, 10 Φεβρουαρίου. (Ἀθ. Πρ.) — Τηλεγραφοῦσιν ἐκ Βερολίνου. ΒΕΡΝΗ, 10 Φεβρουαρίου. (Ἀθ. Πρ.) — Τηλεγραφοῦσιν ἐκ Βερολίνου. Ο ΣΤΡΑΤΗΓΟΣ ΕΝ ΒΟΥΔΑΠΕΣΤΗ ΒΕΡΝΗ, 10 Φεβρουαρίου. (Ἀθ. Πρ.) — Τηλεγραφοῦσιν ἐκ Βουδαπέστης. ΟΙ ΜΟΥΣΟΥΛΜΑΝΟΙ ΤΗΣ ΘΡΑΚΗΣ ΚΙΝΟΥΝΤΑΙ ΘΕΣΣΑΛΟΝΙΚΗ, 11 Φεβρουαρίου. — Οἱ Μουσουλμᾶνοι. ΔΙΕΥΘΥΝΣΙΣ ΓΕΝΙΚΟΥ ΛΟΓΙΣΤΗΡΙΟΥ Διὰ τοὺς δικαιούχους. ΤΟ ΠΤΩΜΑ ΤΗΣ ΜΑΛΑΚΑΣΑΣ «Ἐγκλημα ἢ δυστύχημα;» Εἰς σχέσιν πρὸς τὴν ἀνακάλυψιν τοῦ πτώματος. «Ἐγκλημα ἢ δυστύχημα;» Εἰς σχέσιν πρὸς τὴν ἀνακάλυψιν τοῦ πτώματος. «Ἐγκλημα ἢ δυστύχημα;» Εἰς σχέσιν πρὸς τὴν ἀνακάλυψιν τοῦ πτώματος. ΚΟΜΙΤΑΤΖΗΔΕΣ ΕΙΣ ΣΤΡΩΜΝΙΤΣΑΝ ΘΕΣΣΑΛΟΝΙΚΗ, 11 Φεβρουαρίου. (Ἰδ. τηλ.). ΣΚΑΤΟ ΙΚΑ ΟΥΚΡΑΝΟΙ ΕΙΣ ΟΔΗΣΣΟΝ ΒΕΡΝΗ, 10 Φεβρουαρίου. (Ἀθ. Πρ.) — Τηλεγραφοῦσιν. ΟΙ ΚΙΝΗΜΑΤΟΓΡΑΦΟΙ ΜΑΣ Σήμερον ἐν κινηματογράφοις ἔργα. ΝΕΟΝ «Ὁ Ἐξεγερθείς» τὸ δραματικὸν ἀριστούργημα. ΝΕΟΝ «Η Αλμπαδόρομια» ἄλλο καλλιτεχνικὸν ἔργον. ΝΕΟΝ Σήμερον εἰς τὸν ἐδῶ ἐπιτέλειον. ΝΕΟΝ Σήμερον τὸ ἔργον τοῦ Ναοῦ. ΘΕΑΤΡΟΝ ΟΛΥΜΠΙΑ Σήμερον 12 Φεβρουαρίου 9 1/2—3 1/2 ΜΕΓΑΣ ΧΟΡΟΣ Μὲ τὴν ΔΙΑΚΟΣΜΟΝ ΤΩΝ ΣΥΓΓΡΑΦΕΩΝ Διὰ τὰς ἑορτὰς τῶν ΑΠΟΚΡΕΩ ΤΟ ΛΟΤΕΡ ἔχει ἔπιπλα πρὸς ΕΝΟΙΚΙΑΣΙΝ. Αἰόλου 123—125 Services à thé CHRISTOFLE Κοσμηματοπωλεῖον Πανεπιστημίου Σταδίου 13-24. ΕΚΔΟΣΕΙΣ Ἐκυκλοφόρησε σήμερον ἡ «Ἐπιθεώρησις» τοῦ κ. Ν. Ἀλεξάτου. — [1060, 130, 1570, 1308]
general-budapest-title: Ο ΣΤΡΑΤΗΓΟΣ ΕΝ ΒΟΥΔΑΠΕΣΤΗ — [1073, 768, 1297, 783]
neon-label: ΝΕΟΝ — [1424, 842, 1466, 857]
interest-title: ΤΟ ΕΝΔΙΑΦΕΡΟΝ ΤΟΥ ΔΙΑ ΤΑ ΕΛΛΗΝΙΚΑ ΖΗΤΗΜΑΤΑ — [1086, 199, 1544, 218]
third-edition-title: ΤΡΙΤΗ ΕΚΔΟΣΙΣ — [1060, 391, 1570, 441]
section-heading: Η ΣΤΡΑΤΙΩΤΙΚΗ ΚΑΤΑΣΤΑΣΙΣ — [831, 280, 1036, 295]
italians-asia-title: ΟΙ ΙΤΑΛΟΙ ΕΙΣ ΤΗΝ ΜΙΚΡΑΝ ΑΣΙΑΝ — [347, 1454, 543, 1484]
